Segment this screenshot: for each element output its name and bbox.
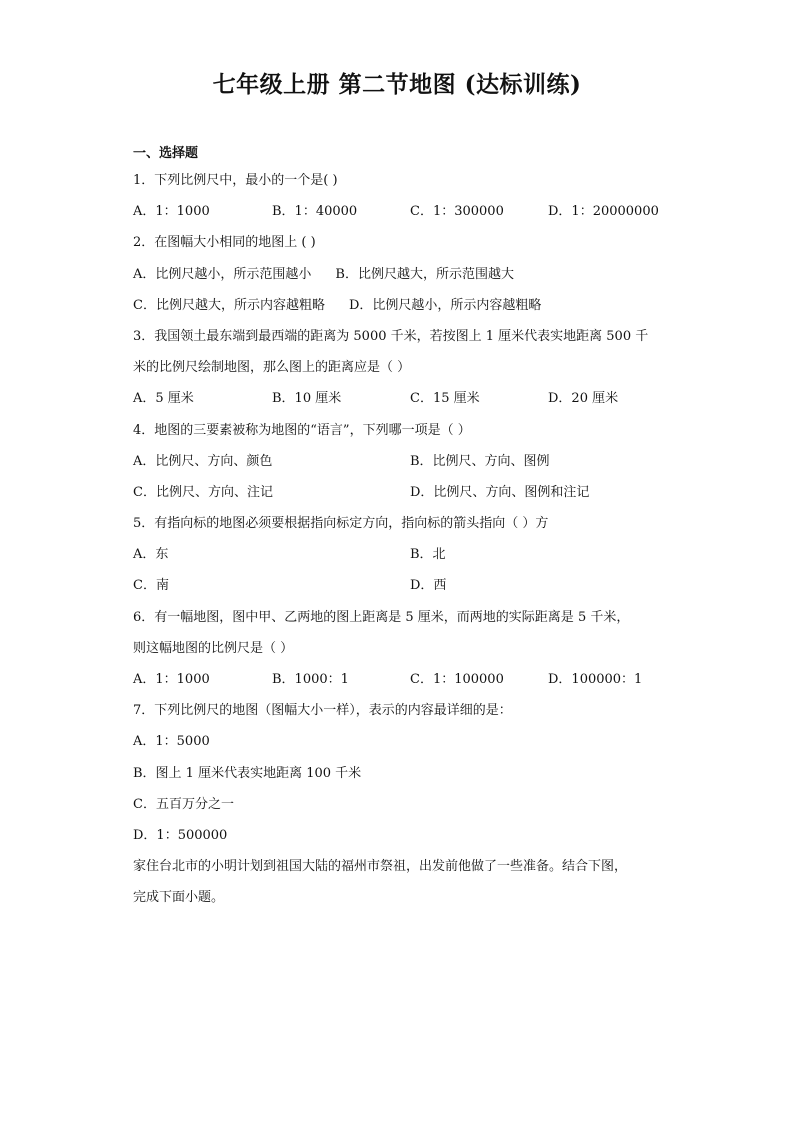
- q5-option-b[interactable]: B．北: [410, 547, 446, 563]
- q4-option-a[interactable]: A．比例尺、方向、颜色: [133, 453, 273, 469]
- q2-option-c[interactable]: C．比例尺越大，所示内容越粗略: [133, 297, 325, 313]
- q4-option-c[interactable]: C．比例尺、方向、注记: [133, 484, 273, 500]
- q2-option-b[interactable]: B．比例尺越大，所示范围越大: [335, 266, 514, 282]
- q7-option-d[interactable]: D．1：500000: [133, 827, 228, 843]
- q1-option-a[interactable]: A．1：1000: [133, 204, 210, 220]
- q1-option-c[interactable]: C．1：300000: [410, 204, 504, 220]
- question-3-stem-line1: 3．我国领土最东端到最西端的距离为 5000 千米，若按图上 1 厘米代表实地距离 500 千: [133, 328, 649, 344]
- question-2-options-row2: [133, 290, 673, 321]
- passage-line1: 家住台北市的小明计划到祖国大陆的福州市祭祖，出发前他做了一些准备。结合下图，: [133, 859, 628, 875]
- section-heading: 一、选择题: [133, 146, 199, 161]
- question-6-stem-line2: 则这幅地图的比例尺是（ ）: [133, 640, 294, 656]
- question-list: [133, 143, 673, 914]
- q1-option-d[interactable]: D．1：20000000: [548, 204, 659, 220]
- q6-option-a[interactable]: A．1：1000: [133, 672, 210, 687]
- question-3-stem-line2: 米的比例尺绘制地图，那么图上的距离应是（ ）: [133, 360, 411, 376]
- q5-option-c[interactable]: C．南: [133, 578, 169, 594]
- question-2-options-row1: [133, 259, 673, 290]
- question-4-stem: 4．地图的三要素被称为地图的“语言”，下列哪一项是（ ）: [133, 422, 471, 438]
- question-1-options: [133, 196, 673, 227]
- question-5-stem: 5．有指向标的地图必须要根据指向标定方向，指向标的箭头指向（ ）方: [133, 516, 549, 532]
- page-title: 七年级上册 第二节地图 (达标训练): [212, 71, 582, 98]
- question-5-options-row1: [133, 539, 673, 570]
- question-4-options-row2: [133, 477, 673, 508]
- q6-option-b[interactable]: B．1000：1: [272, 672, 349, 687]
- q6-option-d[interactable]: D．100000：1: [548, 672, 643, 687]
- q6-option-c[interactable]: C．1：100000: [410, 672, 504, 687]
- q4-option-d[interactable]: D．比例尺、方向、图例和注记: [410, 484, 590, 500]
- question-2-stem: 2．在图幅大小相同的地图上 ( ): [133, 235, 316, 251]
- q7-option-b[interactable]: B．图上 1 厘米代表实地距离 100 千米: [133, 765, 362, 781]
- question-6-options: [133, 664, 673, 695]
- q2-option-a[interactable]: A．比例尺越小，所示范围越小: [133, 266, 312, 282]
- question-1-stem: 1．下列比例尺中，最小的一个是( ): [133, 173, 338, 188]
- q3-option-c[interactable]: C．15 厘米: [410, 391, 480, 407]
- q3-option-b[interactable]: B．10 厘米: [272, 391, 342, 407]
- q1-option-b[interactable]: B．1：40000: [272, 204, 358, 220]
- q4-option-b[interactable]: B．比例尺、方向、图例: [410, 453, 550, 469]
- question-6-stem-line1: 6．有一幅地图，图中甲、乙两地的图上距离是 5 厘米，而两地的实际距离是 5 千米，: [133, 609, 630, 625]
- q7-option-a[interactable]: A．1：5000: [133, 734, 210, 750]
- passage-line2: 完成下面小题。: [133, 890, 225, 906]
- question-5-options-row2: [133, 570, 673, 601]
- q3-option-d[interactable]: D．20 厘米: [548, 391, 619, 407]
- question-7-stem: 7．下列比例尺的地图（图幅大小一样），表示的内容最详细的是：: [133, 703, 512, 719]
- q7-option-c[interactable]: C．五百万分之一: [133, 796, 234, 812]
- q3-option-a[interactable]: A．5 厘米: [133, 391, 194, 407]
- q5-option-a[interactable]: A．东: [133, 547, 169, 563]
- question-4-options-row1: [133, 446, 673, 477]
- question-3-options: [133, 383, 673, 414]
- q2-option-d[interactable]: D．比例尺越小，所示内容越粗略: [348, 297, 542, 313]
- q5-option-d[interactable]: D．西: [410, 578, 447, 594]
